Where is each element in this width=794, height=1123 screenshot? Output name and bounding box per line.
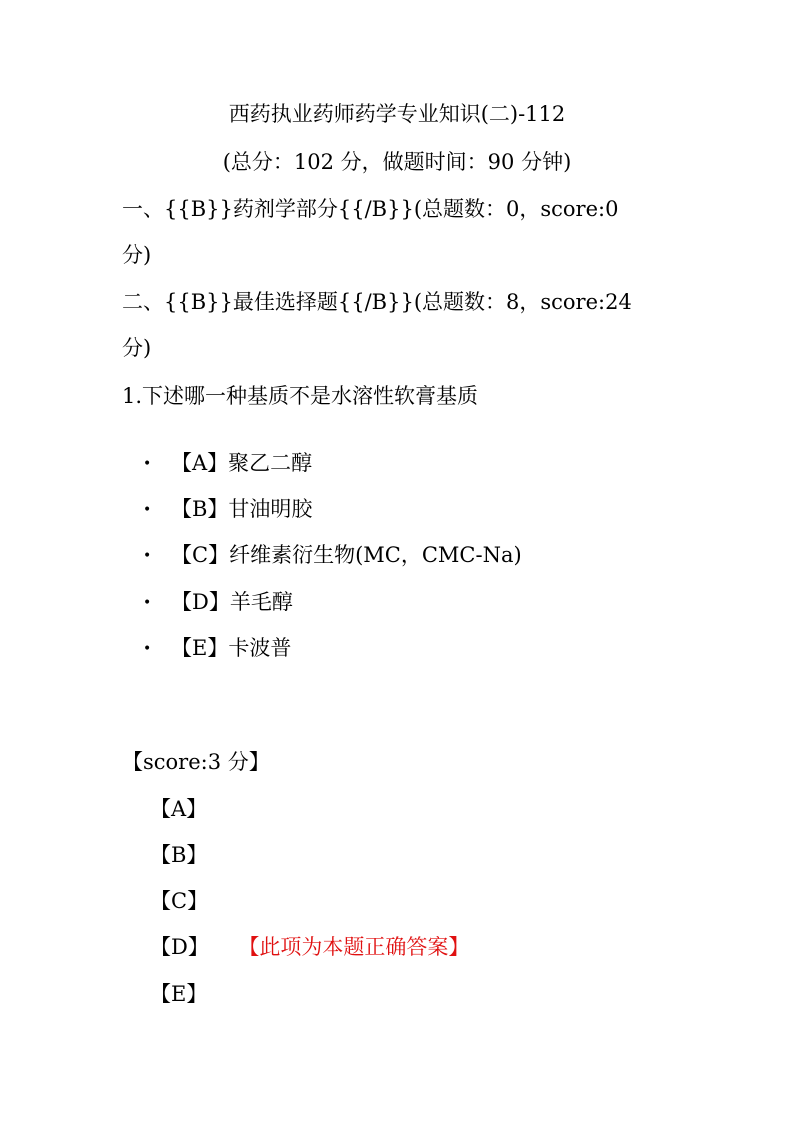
option-label: 【A】聚乙二醇 bbox=[171, 451, 313, 475]
option-label: 【D】羊毛醇 bbox=[171, 590, 293, 614]
bullet-icon: • bbox=[143, 502, 152, 518]
answer-choice-e: 【E】 bbox=[150, 982, 208, 1006]
document-subtitle: (总分：102 分，做题时间：90 分钟) bbox=[222, 150, 572, 174]
bullet-icon: • bbox=[143, 595, 152, 611]
document-title: 西药执业药师药学专业知识(二)-112 bbox=[228, 102, 566, 126]
option-c bbox=[143, 539, 522, 569]
answer-choice-d: 【D】 bbox=[150, 935, 209, 959]
answer-choice-a: 【A】 bbox=[150, 797, 208, 821]
option-label: 【B】甘油明胶 bbox=[171, 497, 313, 521]
question-text: 1.下述哪一种基质不是水溶性软膏基质 bbox=[122, 384, 479, 408]
option-label: 【C】纤维素衍生物(MC，CMC-Na) bbox=[171, 543, 522, 567]
section-heading-1: 一、{{B}}药剂学部分{{/B}}(总题数：0，score:0 bbox=[122, 197, 619, 221]
section-heading-2: 二、{{B}}最佳选择题{{/B}}(总题数：8，score:24 bbox=[122, 290, 632, 314]
section-heading-2-cont: 分) bbox=[122, 336, 152, 360]
option-b bbox=[143, 493, 312, 523]
bullet-icon: • bbox=[143, 641, 152, 657]
answer-choice-d-row bbox=[150, 931, 469, 961]
option-label: 【E】卡波普 bbox=[171, 636, 292, 660]
bullet-icon: • bbox=[143, 548, 152, 564]
option-a bbox=[143, 447, 312, 477]
correct-answer-note: 【此项为本题正确答案】 bbox=[248, 935, 470, 959]
section-heading-1-cont: 分) bbox=[122, 243, 152, 267]
score-label: 【score:3 分】 bbox=[122, 750, 270, 774]
option-e bbox=[143, 632, 291, 662]
answer-choice-c: 【C】 bbox=[150, 889, 209, 913]
answer-choice-b: 【B】 bbox=[150, 843, 208, 867]
option-d bbox=[143, 586, 293, 616]
bullet-icon: • bbox=[143, 456, 152, 472]
